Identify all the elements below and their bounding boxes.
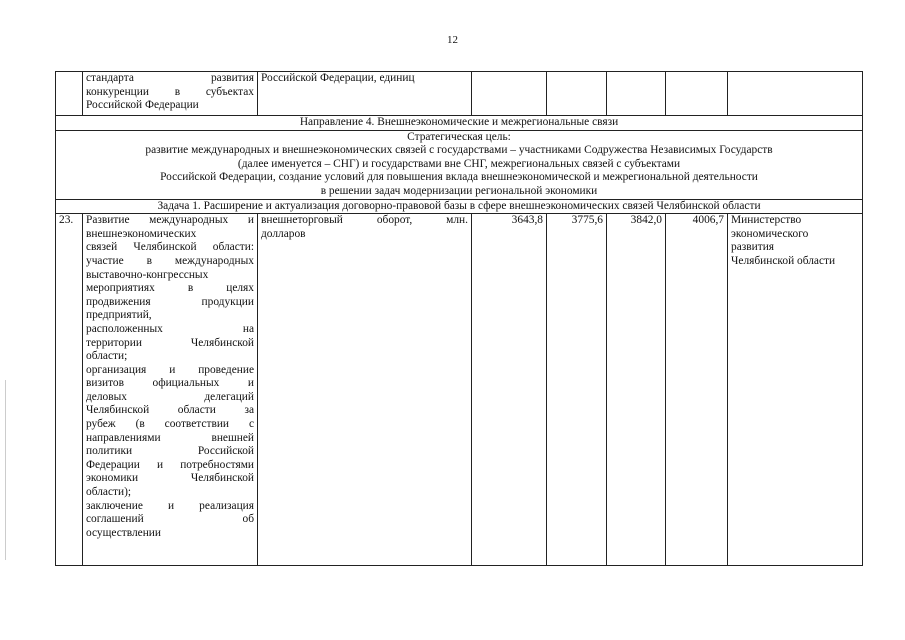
text-line: конкуренции в субъектах bbox=[86, 85, 254, 98]
text-line: связей Челябинской области: bbox=[86, 241, 254, 254]
indicators-table bbox=[55, 71, 863, 566]
strategic-goal bbox=[56, 130, 863, 199]
strategic-goal-row bbox=[56, 130, 863, 199]
text-line: экономики Челябинской bbox=[86, 472, 254, 485]
text-line: расположенных на bbox=[86, 322, 254, 335]
text-line: продвижения продукции bbox=[86, 295, 254, 308]
cell-value bbox=[666, 72, 728, 116]
text-line: мероприятиях в целях bbox=[86, 282, 254, 295]
text-line: заключение и реализация bbox=[86, 499, 254, 512]
text-line: развития bbox=[731, 241, 775, 254]
row-value: 3775,6 bbox=[547, 214, 607, 566]
text-line: соглашений об bbox=[86, 513, 254, 526]
row-indicator bbox=[258, 214, 472, 566]
task-header: Задача 1. Расширение и актуализация договорно-правовой базы в сфере внешнеэкономических связей Челябинской области bbox=[56, 199, 863, 214]
strategic-goal-line: Российской Федерации, создание условий для повышения вклада внешнеэкономической и межрегиональной деятельности bbox=[160, 171, 758, 184]
text-line: Челябинской области за bbox=[86, 404, 254, 417]
text-line: организация и проведение bbox=[86, 363, 254, 376]
text-line: участие в международных bbox=[86, 254, 254, 267]
text-line: экономического bbox=[731, 227, 809, 240]
text-line: рубеж (в соответствии с bbox=[86, 418, 254, 431]
direction-row bbox=[56, 116, 863, 131]
row-description bbox=[83, 214, 258, 566]
text-line: долларов bbox=[261, 227, 306, 240]
text-line: Федерации и потребностями bbox=[86, 458, 254, 471]
text-line: стандарта развития bbox=[86, 72, 254, 84]
page-number: 12 bbox=[447, 34, 458, 46]
text-line: выставочно-конгрессных bbox=[86, 268, 209, 281]
cell-value bbox=[547, 72, 607, 116]
row-number: 23. bbox=[56, 214, 83, 566]
strategic-goal-title: Стратегическая цель: bbox=[407, 130, 511, 143]
row-value: 3643,8 bbox=[472, 214, 547, 566]
text-line: осуществлении bbox=[86, 526, 161, 539]
text-line: деловых делегаций bbox=[86, 390, 254, 403]
row-value: 3842,0 bbox=[607, 214, 666, 566]
text-line: Министерство bbox=[731, 214, 802, 227]
text-line: внешнеэкономических bbox=[86, 227, 197, 240]
text-line: области; bbox=[86, 350, 128, 363]
cell-value bbox=[607, 72, 666, 116]
row-responsible bbox=[728, 214, 863, 566]
strategic-goal-line: в решении задач модернизации региональной экономики bbox=[320, 184, 598, 197]
direction-header: Направление 4. Внешнеэкономические и межрегиональные связи bbox=[56, 116, 863, 131]
table-row bbox=[56, 214, 863, 566]
strategic-goal-line: развитие международных и внешнеэкономических связей с государствами – участниками Содружества Независимых Государств bbox=[145, 144, 773, 157]
text-line: Челябинской области bbox=[731, 254, 836, 267]
cell-responsible bbox=[728, 72, 863, 116]
cell-value bbox=[472, 72, 547, 116]
text-line: внешнеторговый оборот, млн. bbox=[261, 214, 468, 227]
cell-indicator: Российской Федерации, единиц bbox=[258, 72, 472, 116]
cell-description bbox=[83, 72, 258, 116]
scan-edge-mark bbox=[5, 380, 6, 560]
text-line: предприятий, bbox=[86, 309, 152, 322]
strategic-goal-line: (далее именуется – СНГ) и государствами вне СНГ, межрегиональных связей с субъектами bbox=[237, 157, 681, 170]
task-row bbox=[56, 199, 863, 214]
continuation-row bbox=[56, 72, 863, 116]
text-line: территории Челябинской bbox=[86, 336, 254, 349]
text-line: области); bbox=[86, 486, 132, 499]
cell-index bbox=[56, 72, 83, 116]
text-line: Российской Федерации bbox=[86, 99, 199, 112]
text-line: направлениями внешней bbox=[86, 431, 254, 444]
text-line: Развитие международных и bbox=[86, 214, 254, 227]
text-line: политики Российской bbox=[86, 445, 254, 458]
text-line: визитов официальных и bbox=[86, 377, 254, 390]
row-value: 4006,7 bbox=[666, 214, 728, 566]
